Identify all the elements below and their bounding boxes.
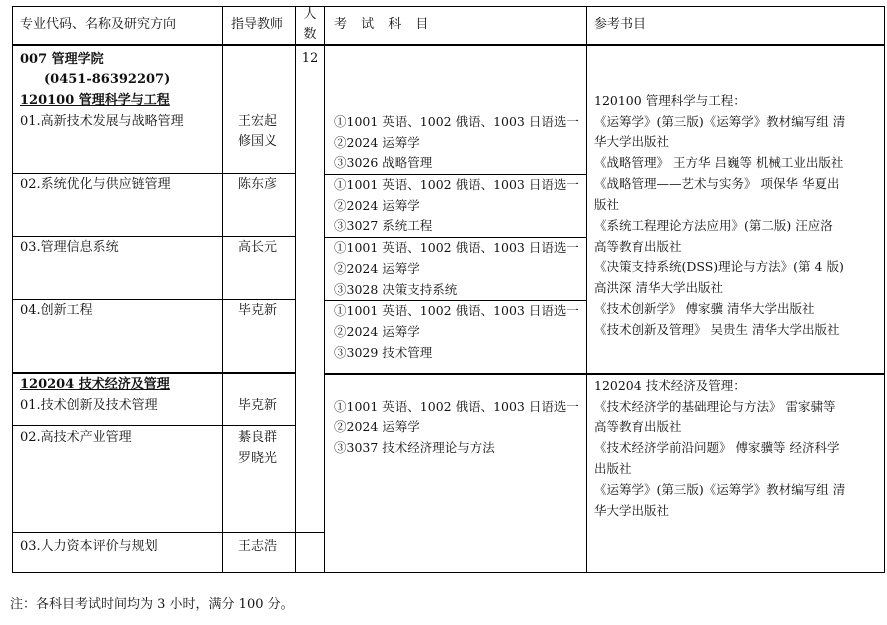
exam-subject: ①1001 英语、1002 俄语、1003 日语选一 bbox=[334, 240, 579, 255]
exam-subject: ②2024 运筹学 bbox=[334, 135, 420, 150]
col-sep-2 bbox=[295, 6, 296, 573]
direction-name: 04.创新工程 bbox=[20, 303, 93, 318]
reference-line: 《系统工程理论方法应用》(第二版) 汪应洛 bbox=[594, 218, 833, 233]
table-border-right bbox=[884, 6, 885, 573]
exam-subject: ①1001 英语、1002 俄语、1003 日语选一 bbox=[334, 114, 579, 129]
reference-line: 高等教育出版社 bbox=[594, 239, 682, 254]
row-sep bbox=[12, 532, 295, 533]
direction-name: 03.管理信息系统 bbox=[20, 240, 119, 255]
header-exam: 考 试 科 目 bbox=[334, 17, 429, 32]
reference-line: 出版社 bbox=[594, 461, 632, 476]
reference-line: 版社 bbox=[594, 197, 620, 212]
reference-line: 《决策支持系统(DSS)理论与方法》(第 4 版) bbox=[594, 259, 844, 274]
advisor: 綦良群 bbox=[238, 430, 278, 445]
advisor: 修国义 bbox=[238, 134, 278, 149]
enrollment-count: 12 bbox=[301, 51, 319, 66]
reference-line: 《技术创新学》 傅家骥 清华大学出版社 bbox=[594, 301, 815, 316]
reference-line: 华大学出版社 bbox=[594, 503, 670, 518]
reference-line: 《技术创新及管理》 吴贵生 清华大学出版社 bbox=[594, 322, 840, 337]
reference-line: 《技术经济学前沿问题》 傅家骥等 经济科学 bbox=[594, 440, 840, 455]
table-border-bottom bbox=[12, 572, 885, 573]
advisor: 毕克新 bbox=[238, 303, 278, 318]
footnote: 注：各科目考试时间均为 3 小时，满分 100 分。 bbox=[10, 597, 294, 612]
exam-subject: ②2024 运筹学 bbox=[334, 419, 420, 434]
table-border-top bbox=[12, 6, 885, 7]
row-sep-major bbox=[324, 373, 586, 375]
direction-name: 02.系统优化与供应链管理 bbox=[20, 177, 171, 192]
header-count-1: 人 bbox=[303, 7, 317, 22]
header-refs: 参考书目 bbox=[594, 17, 647, 32]
reference-heading: 120100 管理科学与工程： bbox=[594, 93, 746, 108]
col-sep-1 bbox=[222, 6, 223, 573]
header-advisor: 指导教师 bbox=[231, 17, 284, 32]
advisor: 王志浩 bbox=[238, 539, 278, 554]
exam-subject: ②2024 运筹学 bbox=[334, 324, 420, 339]
header-count-2: 数 bbox=[303, 27, 317, 42]
reference-line: 《运筹学》(第三版)《运筹学》教材编写组 清 bbox=[594, 482, 846, 497]
exam-subject: ③3037 技术经济理论与方法 bbox=[334, 440, 495, 455]
reference-heading: 120204 技术经济及管理： bbox=[594, 378, 746, 393]
exam-subject: ③3027 系统工程 bbox=[334, 218, 433, 233]
advisor: 罗晓光 bbox=[238, 451, 278, 466]
major-title: 120204 技术经济及管理 bbox=[20, 377, 170, 392]
school-name: 007 管理学院 bbox=[20, 52, 104, 67]
exam-subject: ①1001 英语、1002 俄语、1003 日语选一 bbox=[334, 177, 579, 192]
reference-line: 华大学出版社 bbox=[594, 134, 670, 149]
row-sep bbox=[12, 425, 295, 426]
direction-name: 01.技术创新及技术管理 bbox=[20, 398, 158, 413]
direction-name: 03.人力资本评价与规划 bbox=[20, 539, 158, 554]
exam-subject: ②2024 运筹学 bbox=[334, 198, 420, 213]
advisor: 王宏起 bbox=[238, 114, 278, 129]
school-phone: (0451-86392207) bbox=[44, 72, 171, 87]
exam-subject: ③3026 战略管理 bbox=[334, 155, 433, 170]
direction-name: 02.高技术产业管理 bbox=[20, 430, 132, 445]
reference-line: 《运筹学》(第三版)《运筹学》教材编写组 清 bbox=[594, 114, 846, 129]
reference-line: 高等教育出版社 bbox=[594, 419, 682, 434]
exam-subject: ①1001 英语、1002 俄语、1003 日语选一 bbox=[334, 303, 579, 318]
advisor: 陈东彦 bbox=[238, 177, 278, 192]
exam-subject: ②2024 运筹学 bbox=[334, 261, 420, 276]
major-title: 120100 管理科学与工程 bbox=[20, 93, 170, 108]
header-bottom-rule bbox=[12, 44, 885, 46]
exam-subject: ①1001 英语、1002 俄语、1003 日语选一 bbox=[334, 399, 579, 414]
reference-line: 《战略管理——艺术与实务》 项保华 华夏出 bbox=[594, 176, 840, 191]
row-sep bbox=[295, 532, 324, 533]
advisor: 高长元 bbox=[238, 240, 278, 255]
exam-subject: ③3029 技术管理 bbox=[334, 345, 433, 360]
header-major: 专业代码、名称及研究方向 bbox=[20, 17, 177, 32]
col-sep-3 bbox=[324, 6, 325, 573]
table-border-left bbox=[12, 6, 13, 573]
reference-line: 《战略管理》 王方华 吕巍等 机械工业出版社 bbox=[594, 155, 844, 170]
reference-line: 高洪深 清华大学出版社 bbox=[594, 280, 723, 295]
advisor: 毕克新 bbox=[238, 398, 278, 413]
reference-line: 《技术经济学的基础理论与方法》 雷家骕等 bbox=[594, 399, 836, 414]
col-sep-4 bbox=[586, 6, 587, 573]
direction-name: 01.高新技术发展与战略管理 bbox=[20, 114, 184, 129]
exam-subject: ③3028 决策支持系统 bbox=[334, 282, 458, 297]
